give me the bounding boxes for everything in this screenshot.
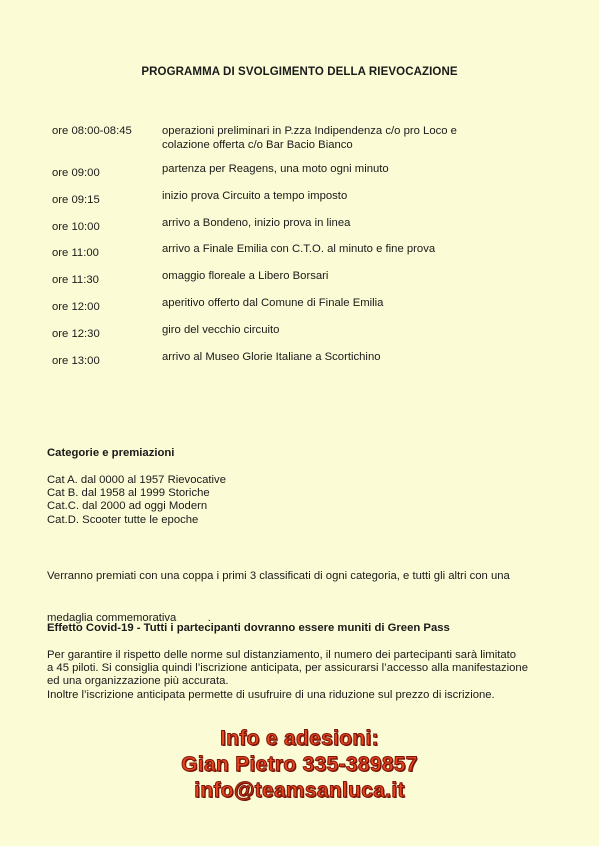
schedule-time: ore 13:00 — [52, 355, 100, 367]
awards-line: medaglia commemorativa . — [47, 612, 211, 624]
contact-name-phone: Gian Pietro 335-389857 — [181, 753, 418, 776]
schedule-time: ore 08:00-08:45 — [52, 125, 132, 137]
schedule-time: ore 12:00 — [52, 301, 100, 313]
schedule-desc-line: operazioni preliminari in P.zza Indipendenza c/o pro Loco e — [162, 125, 457, 137]
awards-line: Verranno premiati con una coppa i primi 3 classificati di ogni categoria, e tutti gli altri con una — [47, 570, 510, 582]
schedule-desc: inizio prova Circuito a tempo imposto — [162, 190, 348, 202]
schedule-desc: aperitivo offerto dal Comune di Finale Emilia — [162, 297, 384, 309]
schedule-time: ore 10:00 — [52, 221, 100, 233]
schedule-time: ore 12:30 — [52, 328, 100, 340]
category-item: Cat A. dal 0000 al 1957 Rievocative — [47, 474, 226, 486]
page-title: PROGRAMMA DI SVOLGIMENTO DELLA RIEVOCAZIONE — [141, 66, 458, 78]
schedule-time: ore 09:00 — [52, 167, 100, 179]
category-item: Cat B. dal 1958 al 1999 Storiche — [47, 487, 210, 500]
schedule-desc: giro del vecchio circuito — [162, 324, 280, 336]
category-list — [47, 474, 567, 527]
schedule-desc: arrivo al Museo Glorie Italiane a Scortichino — [162, 351, 381, 363]
schedule-desc: arrivo a Bondeno, inizio prova in linea — [162, 217, 351, 229]
category-item: Cat.D. Scooter tutte le epoche — [47, 513, 199, 526]
info-heading: Info e adesioni: — [220, 727, 379, 750]
schedule-desc-line: colazione offerta c/o Bar Bacio Bianco — [162, 138, 353, 151]
categories-heading: Categorie e premiazioni — [47, 447, 175, 459]
schedule-desc: omaggio floreale a Libero Borsari — [162, 270, 329, 282]
covid-paragraph — [47, 649, 567, 702]
contact-email: info@teamsanluca.it — [194, 779, 405, 802]
covid-line: Per garantire il rispetto delle norme sul distanziamento, il numero dei partecipanti sarà limitato — [47, 649, 517, 661]
schedule-time: ore 11:00 — [52, 247, 99, 259]
schedule-time: ore 11:30 — [52, 274, 99, 286]
schedule-desc: arrivo a Finale Emilia con C.T.O. al minuto e fine prova — [162, 243, 436, 255]
covid-line: Inoltre l’iscrizione anticipata permette di usufruire di una riduzione sul prezzo di iscrizione. — [47, 688, 495, 701]
covid-line: ed una organizzazione più accurata. — [47, 675, 229, 688]
covid-line: a 45 piloti. Si consiglia quindi l’iscrizione anticipata, per assicurarsi l’accesso alla manifestazione — [47, 662, 528, 675]
category-item: Cat.C. dal 2000 ad oggi Modern — [47, 500, 208, 513]
schedule-desc: partenza per Reagens, una moto ogni minuto — [162, 163, 389, 175]
covid-heading: Effetto Covid-19 - Tutti i partecipanti dovranno essere muniti di Green Pass — [47, 622, 450, 634]
schedule-time: ore 09:15 — [52, 194, 100, 206]
schedule-desc — [162, 125, 572, 152]
